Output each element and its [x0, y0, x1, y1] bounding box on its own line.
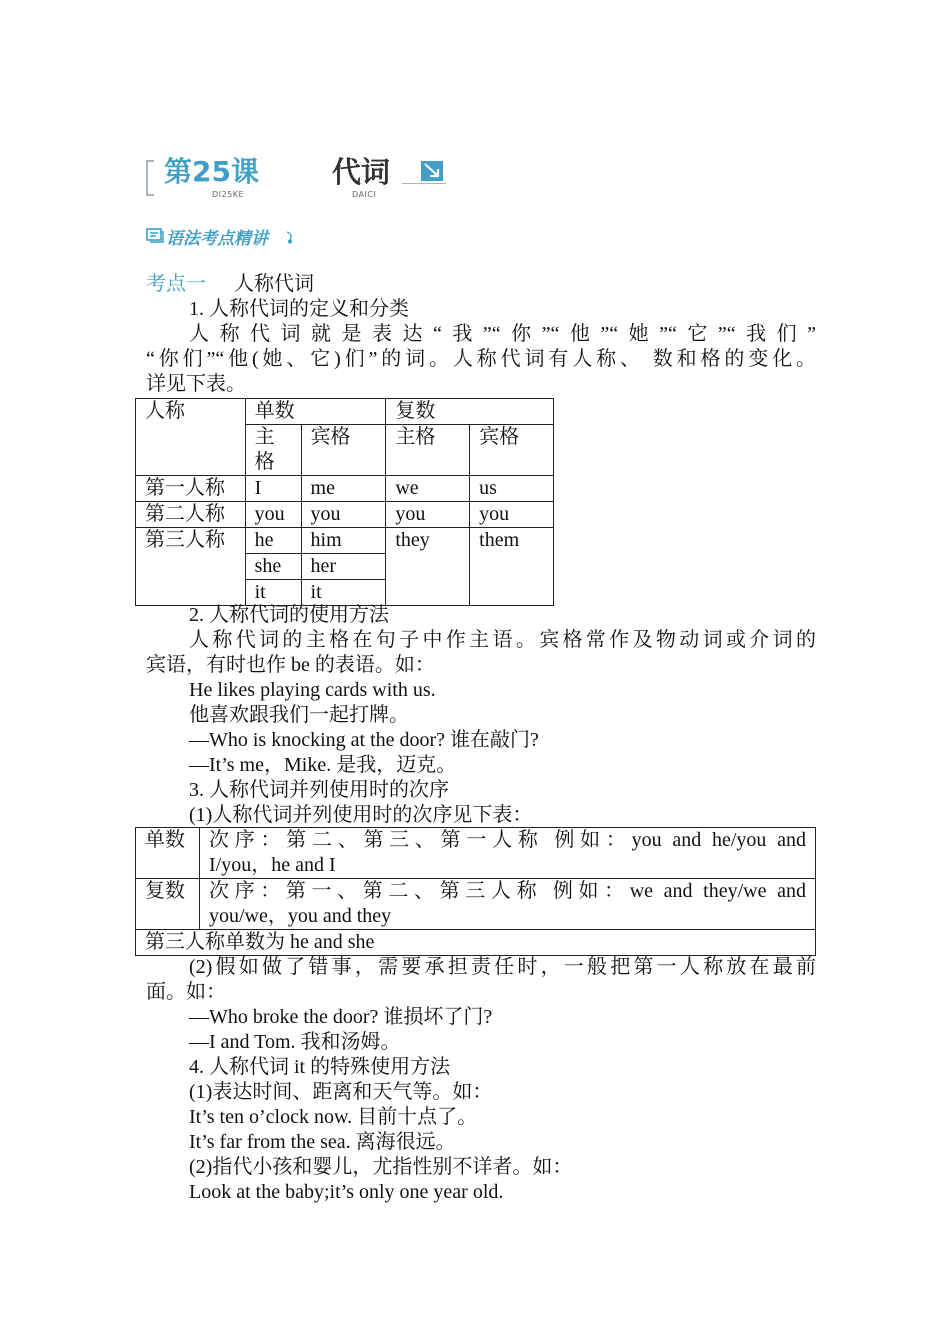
table-row: 第二人称 you you you you — [136, 502, 554, 528]
document-body-2 — [146, 603, 816, 828]
lesson-banner — [146, 150, 446, 202]
order-table — [135, 827, 816, 956]
order-third-note: 第三人称单数为 he and she — [136, 930, 816, 956]
table-row — [136, 828, 816, 879]
s2-example1-cn: 他喜欢跟我们一起打牌。 — [189, 704, 409, 726]
s1-heading: 1. 人称代词的定义和分类 — [189, 298, 409, 320]
table-row: 第三人称 he him they them — [136, 528, 554, 554]
table-row — [136, 930, 816, 956]
document-body-3 — [146, 955, 816, 1205]
banner-left-bracket — [146, 160, 154, 196]
topic-pinyin: DAICI — [352, 190, 377, 199]
s3-example1: —Who broke the door? 谁损坏了门? — [189, 1006, 493, 1028]
s3-heading: 3. 人称代词并列使用时的次序 — [189, 779, 449, 801]
banner-underline — [402, 183, 446, 184]
table-row — [136, 879, 816, 930]
table-row: she her — [136, 554, 554, 580]
s2-heading: 2. 人称代词的使用方法 — [189, 604, 389, 626]
s4-example2: It’s far from the sea. 离海很远。 — [189, 1131, 456, 1153]
s4-sub2: (2)指代小孩和婴儿，尤指性别不详者。如： — [189, 1156, 573, 1178]
s3-sub2-line1: (2)假如做了错事，需要承担责任时，一般把第一人称放在最前 — [189, 956, 816, 978]
kaodian-title: 人称代词 — [234, 273, 314, 295]
order-plural-label: 复数 — [136, 879, 200, 930]
pronoun-table — [135, 398, 554, 606]
table-header-singular: 单数 — [245, 399, 386, 425]
table-sub-subject-pl: 主格 — [386, 425, 470, 476]
s1-para-line1: 人称代词就是表达“我”“你”“他”“她”“它”“我们” — [189, 323, 816, 345]
s2-example1: He likes playing cards with us. — [189, 679, 436, 701]
table-header-plural: 复数 — [386, 399, 554, 425]
s3-sub2-line2: 面。如： — [146, 981, 226, 1003]
table-header-person: 人称 — [136, 399, 246, 476]
kaodian-label: 考点一 — [146, 273, 206, 295]
s2-example3: —It’s me，Mike. 是我，迈克。 — [189, 754, 457, 776]
s4-example1: It’s ten o’clock now. 目前十点了。 — [189, 1106, 478, 1128]
s4-example3: Look at the baby;it’s only one year old. — [189, 1181, 504, 1203]
s3-example2: —I and Tom. 我和汤姆。 — [189, 1031, 401, 1053]
s4-heading: 4. 人称代词 it 的特殊使用方法 — [189, 1056, 451, 1078]
lesson-topic: 代词 — [332, 155, 391, 189]
s4-sub1: (1)表达时间、距离和天气等。如： — [189, 1081, 493, 1103]
s2-para-line2: 宾语，有时也作 be 的表语。如： — [146, 654, 435, 676]
section-tag-label: 语法考点精讲 — [166, 229, 268, 249]
table-sub-object-pl: 宾格 — [470, 425, 554, 476]
s1-para-line2: “你们”“他(她、它)们”的词。人称代词有人称、 数和格的变化。 — [146, 348, 816, 370]
lesson-pinyin: DI25KE — [212, 190, 244, 199]
table-row: 第一人称 I me we us — [136, 476, 554, 502]
table-sub-subject: 主 格 — [245, 425, 301, 476]
order-singular-text: 次序：第二、第三、第一人称 例如：you and he/you and I/you，he and I — [200, 828, 816, 879]
order-plural-text: 次序：第一、第二、第三人称 例如：we and they/we and you/we，you and they — [200, 879, 816, 930]
arrow-corner-icon — [421, 161, 443, 181]
dot-icon — [284, 230, 298, 244]
lesson-number: 第25课 — [164, 155, 259, 188]
s1-para-line3: 详见下表。 — [146, 373, 246, 395]
s2-example2: —Who is knocking at the door? 谁在敲门? — [189, 729, 539, 751]
s3-sub1: (1)人称代词并列使用时的次序见下表： — [189, 804, 533, 826]
s2-para-line1: 人称代词的主格在句子中作主语。宾格常作及物动词或介词的 — [189, 629, 816, 651]
table-row: it it — [136, 580, 554, 606]
document-body — [146, 272, 816, 397]
order-singular-label: 单数 — [136, 828, 200, 879]
table-sub-object: 宾格 — [301, 425, 386, 476]
book-icon — [146, 228, 164, 243]
kaodian-heading — [146, 272, 816, 297]
